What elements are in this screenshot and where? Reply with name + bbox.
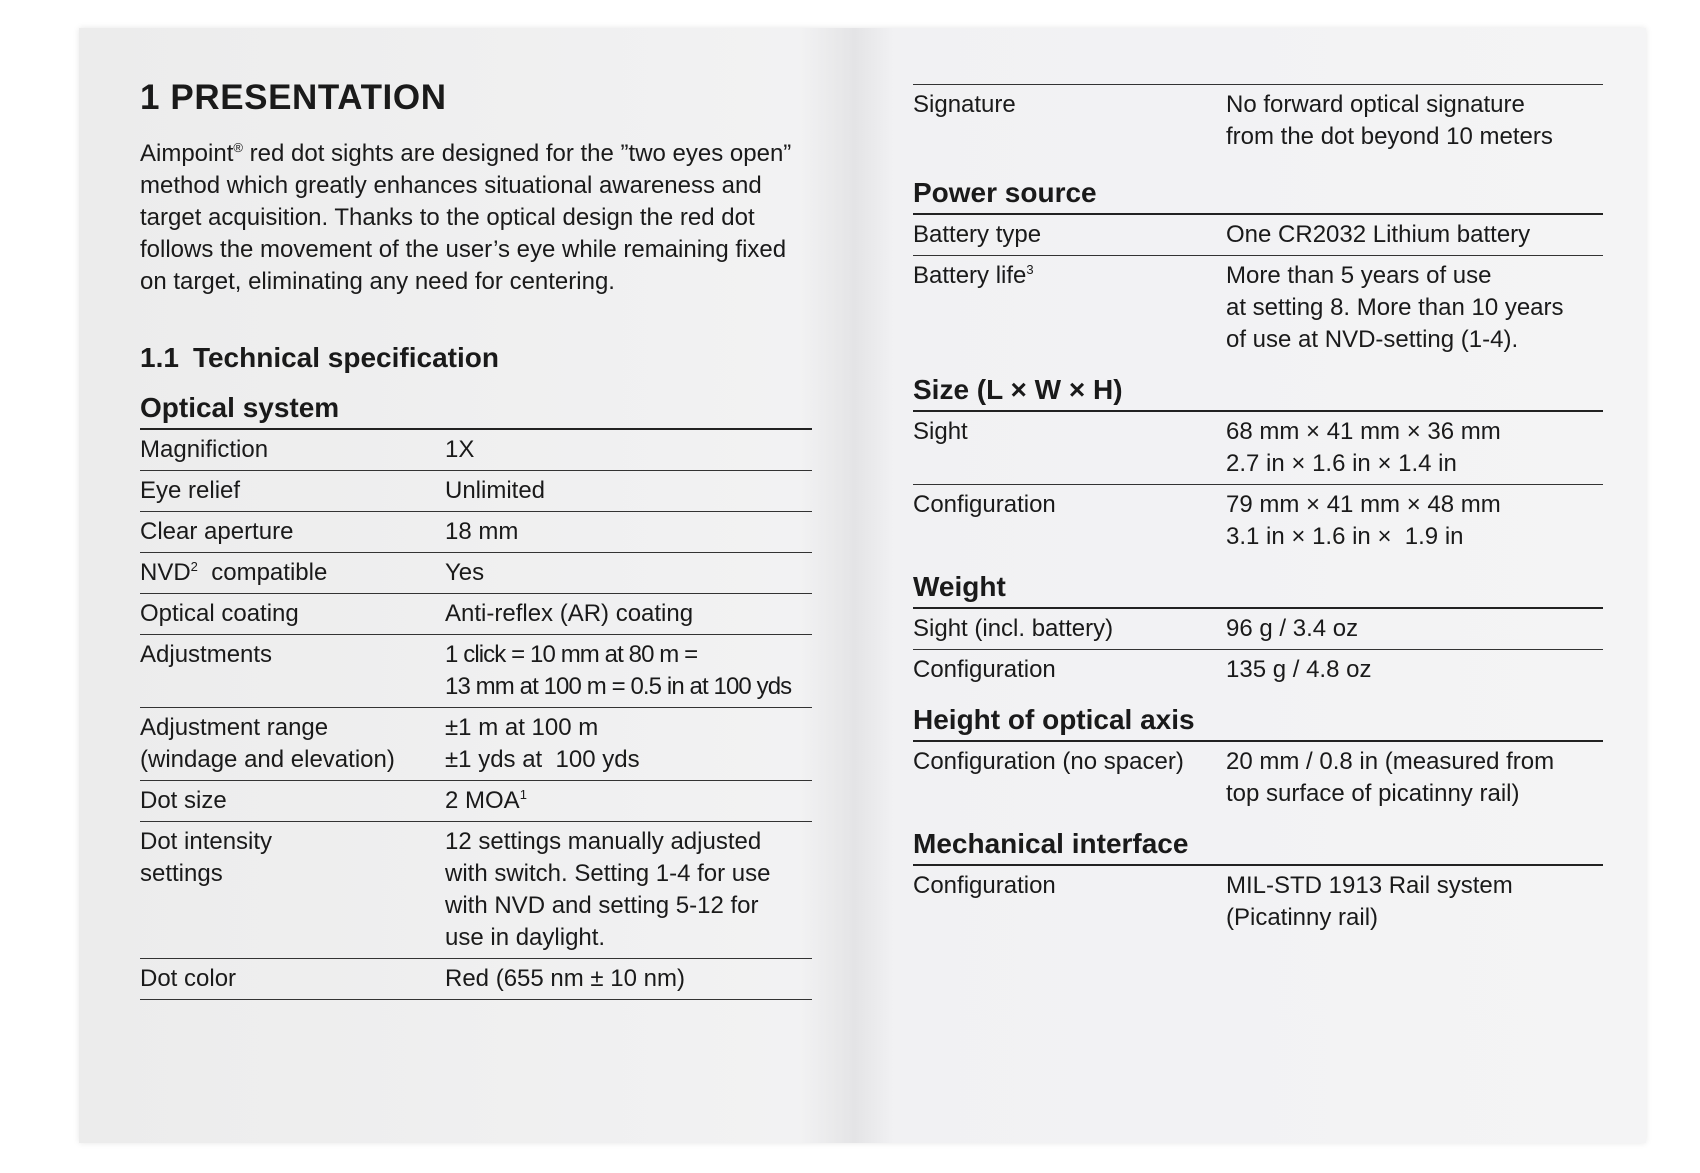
value-line: 2.7 in × 1.6 in × 1.4 in	[1226, 450, 1457, 477]
spec-value	[1226, 870, 1603, 934]
intro-paragraph	[140, 138, 810, 298]
spec-row-dot-size	[140, 781, 812, 822]
spec-row-weight-configuration	[913, 650, 1603, 690]
spec-label: Eye relief	[140, 477, 241, 504]
page-heading: 1 PRESENTATION	[140, 78, 447, 117]
value-line: with switch. Setting 1-4 for use	[445, 860, 771, 887]
value-line: 68 mm × 41 mm × 36 mm	[1226, 418, 1501, 445]
registered-mark: ®	[233, 140, 243, 155]
spec-value: One CR2032 Lithium battery	[1226, 221, 1531, 248]
label-text: NVD	[140, 559, 191, 586]
value-line: 13 mm at 100 m = 0.5 in at 100 yds	[445, 673, 792, 700]
spec-value: 1X	[445, 436, 475, 463]
spec-value	[445, 826, 812, 954]
spec-row-dot-intensity	[140, 822, 812, 959]
footnote-mark: 2	[190, 559, 198, 574]
spec-row-height-configuration	[913, 742, 1603, 814]
weight-table	[913, 571, 1603, 690]
section-title-optical-system: Optical system	[140, 392, 812, 430]
spec-value: Yes	[445, 559, 485, 586]
subheading-text: Technical specification	[192, 342, 499, 373]
spec-value: Unlimited	[445, 477, 546, 504]
value-line: use in daylight.	[445, 924, 606, 951]
spec-row-optical-coating	[140, 594, 812, 635]
label-line: Adjustment range	[140, 714, 329, 741]
value-line: 3.1 in × 1.6 in × 1.9 in	[1226, 523, 1464, 550]
spec-label: Configuration	[913, 491, 1056, 518]
left-page	[140, 78, 812, 1000]
spec-row-magnification	[140, 430, 812, 471]
spec-label: Magnifiction	[140, 436, 269, 463]
section-title-mechanical: Mechanical interface	[913, 828, 1603, 866]
spec-label: Configuration (no spacer)	[913, 748, 1184, 775]
spec-label	[140, 557, 445, 589]
value-line: 79 mm × 41 mm × 48 mm	[1226, 491, 1501, 518]
mechanical-table	[913, 828, 1603, 938]
spec-label	[140, 826, 445, 954]
spec-label: Clear aperture	[140, 518, 294, 545]
intro-text: red dot sights are designed for the ”two eyes open” method which greatly enhances situational awareness and target acquisition. Thanks to the optical design the red dot follows the movement of the user’s eye while remaining fixed on target, eliminating any need for centering.	[140, 140, 792, 295]
value-line: from the dot beyond 10 meters	[1226, 123, 1553, 150]
power-source-table	[913, 177, 1603, 360]
spec-label: Adjustments	[140, 641, 273, 668]
section-title-size: Size (L × W × H)	[913, 374, 1603, 412]
footnote-mark: 3	[1026, 262, 1034, 277]
spec-value: 18 mm	[445, 518, 519, 545]
label-line: Dot intensity	[140, 828, 273, 855]
spec-label: Dot color	[140, 965, 237, 992]
spec-value	[1226, 746, 1603, 810]
value-line: with NVD and setting 5-12 for	[445, 892, 759, 919]
spec-label: Sight	[913, 418, 968, 445]
subheading-number: 1.1	[140, 342, 179, 373]
right-page	[913, 84, 1603, 952]
signature-block	[913, 84, 1603, 157]
spec-value	[445, 639, 812, 703]
value-line: at setting 8. More than 10 years	[1226, 294, 1564, 321]
label-text: Battery life	[913, 262, 1027, 289]
spec-row-size-sight	[913, 412, 1603, 485]
subheading	[140, 342, 812, 374]
spec-row-signature	[913, 85, 1603, 157]
spec-row-size-configuration	[913, 485, 1603, 557]
value-line: of use at NVD-setting (1-4).	[1226, 326, 1519, 353]
spec-value: Anti-reflex (AR) coating	[445, 600, 694, 627]
spec-label: Optical coating	[140, 600, 299, 627]
spec-row-nvd-compatible	[140, 553, 812, 594]
footnote-mark: 1	[519, 787, 527, 802]
value-line: (Picatinny rail)	[1226, 904, 1379, 931]
spec-label	[913, 260, 1226, 356]
brand-name: Aimpoint	[140, 140, 234, 167]
spec-row-dot-color	[140, 959, 812, 1000]
spec-value	[1226, 89, 1603, 153]
spec-row-battery-type	[913, 215, 1603, 256]
spec-label: Battery type	[913, 221, 1042, 248]
value-text: 2 MOA	[445, 787, 520, 814]
spec-label: Configuration	[913, 872, 1056, 899]
height-table	[913, 704, 1603, 814]
spec-value	[1226, 260, 1603, 356]
spec-value	[1226, 489, 1603, 553]
value-line: ±1 yds at 100 yds	[445, 746, 640, 773]
spec-value: Red (655 nm ± 10 nm)	[445, 965, 685, 992]
spec-label: Signature	[913, 91, 1016, 118]
spec-label: Sight (incl. battery)	[913, 615, 1114, 642]
label-text: compatible	[197, 559, 328, 586]
spec-row-adjustments	[140, 635, 812, 708]
spec-label	[140, 712, 445, 776]
value-line: ±1 m at 100 m	[445, 714, 599, 741]
spec-row-weight-sight	[913, 609, 1603, 650]
spec-row-adjustment-range	[140, 708, 812, 781]
value-line: 12 settings manually adjusted	[445, 828, 762, 855]
spec-value: 135 g / 4.8 oz	[1226, 656, 1372, 683]
optical-system-table	[140, 392, 812, 1000]
size-table	[913, 374, 1603, 557]
value-line: 20 mm / 0.8 in (measured from	[1226, 748, 1555, 775]
value-line: MIL-STD 1913 Rail system	[1226, 872, 1513, 899]
section-title-weight: Weight	[913, 571, 1603, 609]
spec-label: Dot size	[140, 787, 227, 814]
value-line: No forward optical signature	[1226, 91, 1525, 118]
value-line: More than 5 years of use	[1226, 262, 1492, 289]
spec-value	[445, 785, 812, 817]
spec-value	[1226, 416, 1603, 480]
section-title-power-source: Power source	[913, 177, 1603, 215]
label-line: (windage and elevation)	[140, 746, 395, 773]
value-line: 1 click = 10 mm at 80 m =	[445, 641, 698, 668]
value-line: top surface of picatinny rail)	[1226, 780, 1520, 807]
section-title-height: Height of optical axis	[913, 704, 1603, 742]
spec-value: 96 g / 3.4 oz	[1226, 615, 1359, 642]
label-line: settings	[140, 860, 223, 887]
spec-row-battery-life	[913, 256, 1603, 360]
spec-row-mechanical-configuration	[913, 866, 1603, 938]
spec-row-eye-relief	[140, 471, 812, 512]
spec-label: Configuration	[913, 656, 1056, 683]
spec-value	[445, 712, 812, 776]
spec-row-clear-aperture	[140, 512, 812, 553]
